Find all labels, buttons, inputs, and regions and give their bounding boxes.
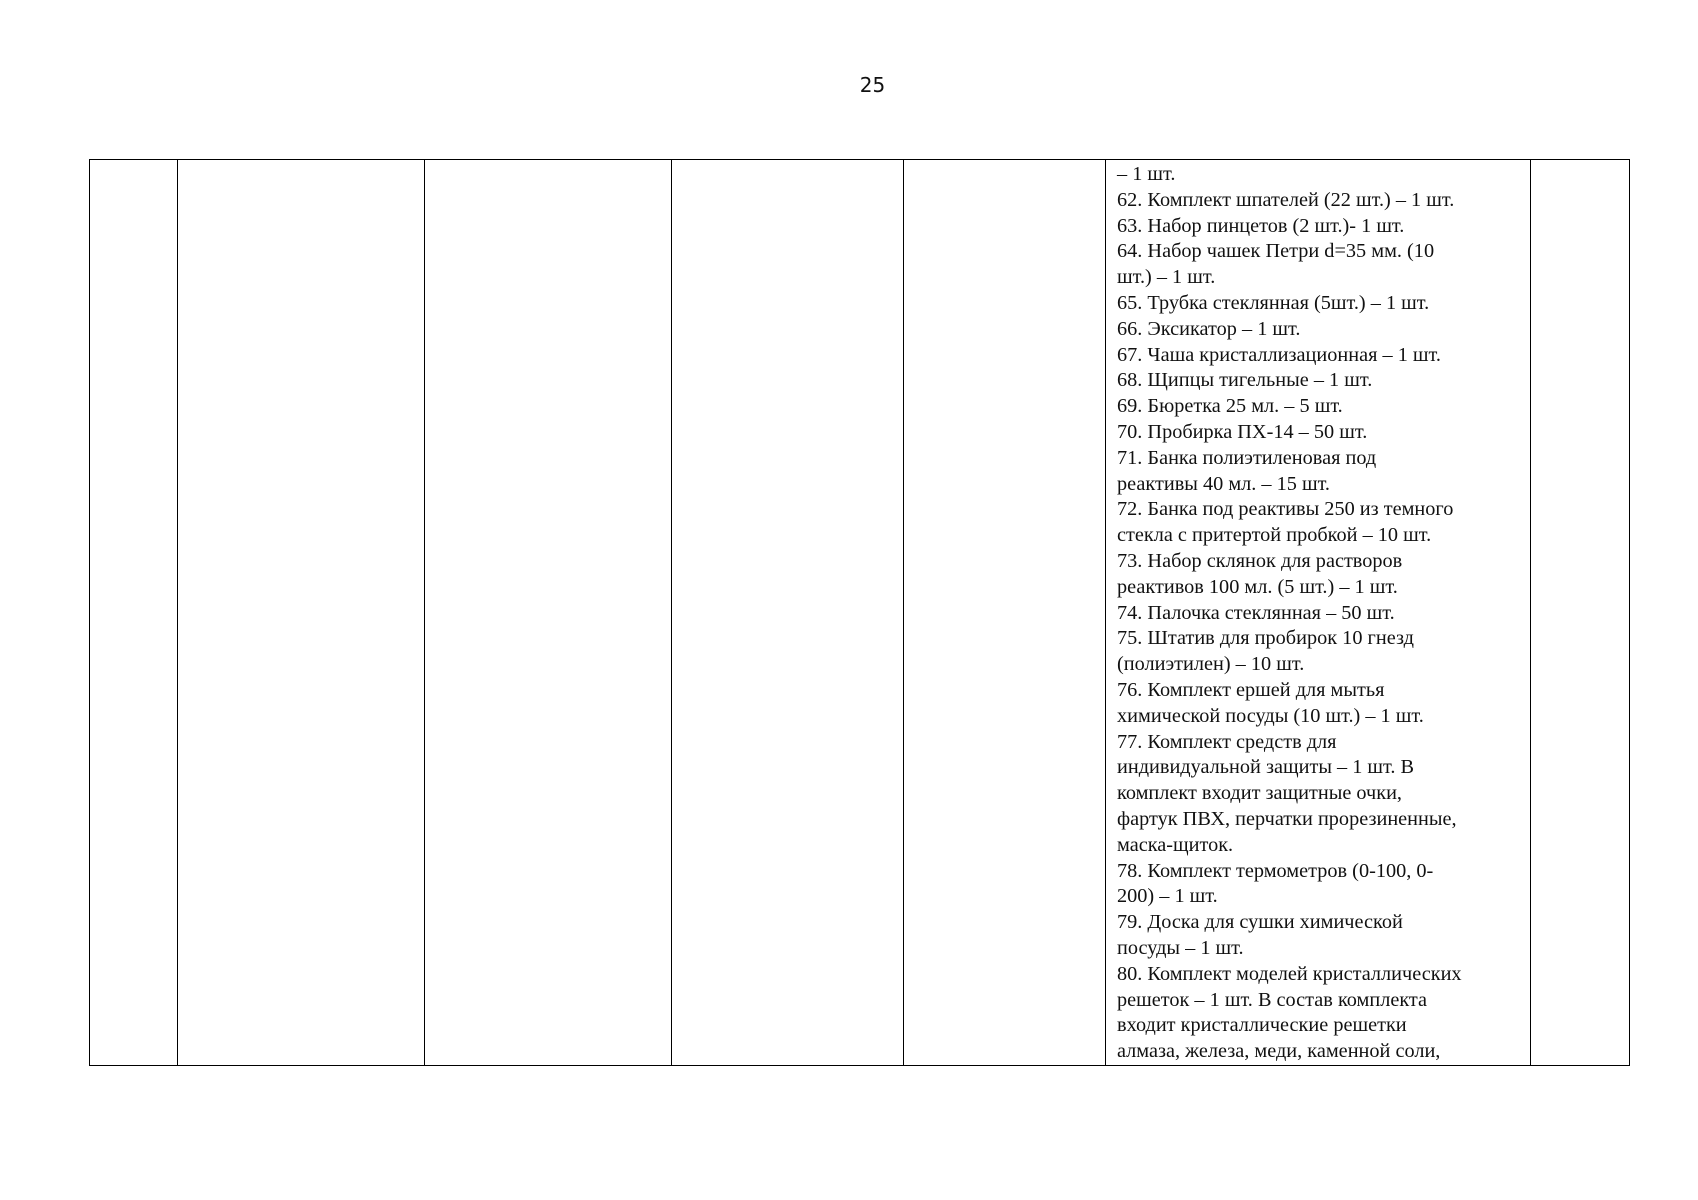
list-item: посуды – 1 шт.: [1117, 936, 1244, 959]
list-item: 77. Комплект средств для: [1117, 730, 1337, 753]
equipment-table: [89, 159, 1630, 1066]
list-item: алмаза, железа, меди, каменной соли,: [1117, 1040, 1441, 1063]
list-item: 73. Набор склянок для растворов: [1117, 549, 1403, 572]
list-item: 63. Набор пинцетов (2 шт.)- 1 шт.: [1117, 214, 1405, 237]
list-item: маска-щиток.: [1117, 833, 1234, 856]
list-item: реактивы 40 мл. – 15 шт.: [1117, 472, 1331, 495]
list-item: – 1 шт.: [1117, 163, 1176, 185]
list-item: фартук ПВХ, перчатки прорезиненные,: [1117, 807, 1457, 830]
list-item: 71. Банка полиэтиленовая под: [1117, 446, 1377, 469]
list-item: индивидуальной защиты – 1 шт. В: [1117, 756, 1415, 779]
list-item: шт.) – 1 шт.: [1117, 266, 1216, 289]
table-cell-col-1: [90, 160, 178, 1066]
list-item: 66. Эксикатор – 1 шт.: [1117, 317, 1301, 340]
list-item: 78. Комплект термометров (0-100, 0-: [1117, 859, 1434, 882]
list-item: 74. Палочка стеклянная – 50 шт.: [1117, 601, 1395, 624]
table-cell-col-7: [1531, 160, 1630, 1066]
list-item: 64. Набор чашек Петри d=35 мм. (10: [1117, 240, 1435, 263]
page-number: 25: [859, 73, 886, 97]
list-item: 69. Бюретка 25 мл. – 5 шт.: [1117, 395, 1343, 418]
list-item: 72. Банка под реактивы 250 из темного: [1117, 498, 1454, 521]
equipment-list-cell: [1106, 160, 1531, 1066]
table-cell-col-2: [178, 160, 425, 1066]
list-item: 80. Комплект моделей кристаллических: [1117, 962, 1462, 985]
table-cell-col-4: [672, 160, 904, 1066]
list-item: 62. Комплект шпателей (22 шт.) – 1 шт.: [1117, 188, 1455, 211]
list-item: 68. Щипцы тигельные – 1 шт.: [1117, 369, 1373, 392]
list-item: 76. Комплект ершей для мытья: [1117, 678, 1385, 701]
list-item: 70. Пробирка ПХ-14 – 50 шт.: [1117, 420, 1368, 443]
list-item: (полиэтилен) – 10 шт.: [1117, 653, 1305, 676]
list-item: реактивов 100 мл. (5 шт.) – 1 шт.: [1117, 575, 1398, 598]
list-item: химической посуды (10 шт.) – 1 шт.: [1117, 704, 1424, 727]
list-item: решеток – 1 шт. В состав комплекта: [1117, 988, 1428, 1011]
list-item: комплект входит защитные очки,: [1117, 782, 1403, 805]
list-item: 75. Штатив для пробирок 10 гнезд: [1117, 627, 1414, 650]
table-cell-col-5: [904, 160, 1106, 1066]
list-item: входит кристаллические решетки: [1117, 1014, 1407, 1037]
table-row: [90, 160, 1630, 1066]
list-item: 67. Чаша кристаллизационная – 1 шт.: [1117, 343, 1441, 366]
equipment-list: [1117, 162, 1522, 1065]
list-item: 65. Трубка стеклянная (5шт.) – 1 шт.: [1117, 291, 1430, 314]
list-item: стекла с притертой пробкой – 10 шт.: [1117, 524, 1432, 547]
list-item: 79. Доска для сушки химической: [1117, 911, 1403, 934]
table-cell-col-3: [425, 160, 672, 1066]
list-item: 200) – 1 шт.: [1117, 885, 1218, 908]
